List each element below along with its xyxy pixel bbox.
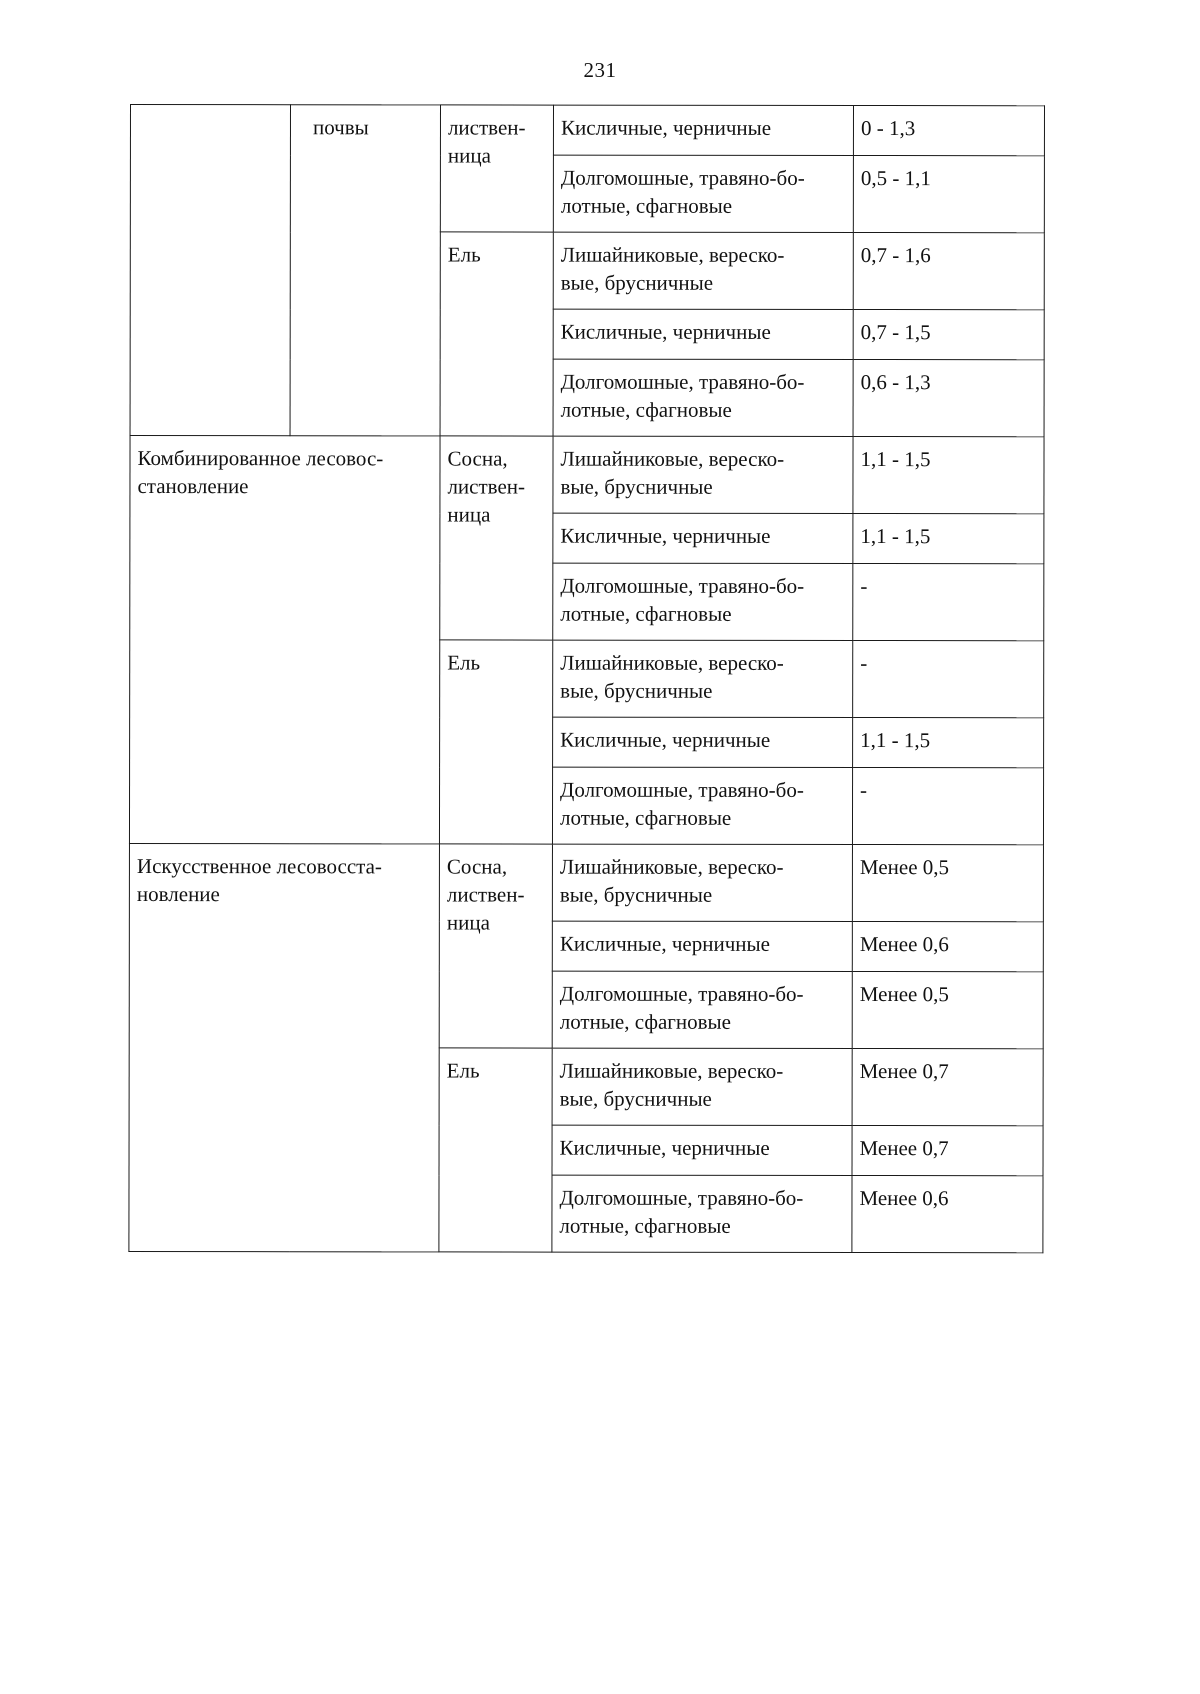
value-cell: 0,5 - 1,1 xyxy=(853,156,1044,233)
forest-type-cell: Лишайниковые, вереско- вые, брусничные xyxy=(553,436,853,513)
value-cell: 0,7 - 1,5 xyxy=(853,310,1044,360)
forest-type-cell: Долгомошные, травяно-бо- лотные, сфагновые xyxy=(552,767,852,844)
value-cell: 0,7 - 1,6 xyxy=(853,233,1044,310)
species-cell: листвен- ница xyxy=(440,105,553,232)
species-cell: Ель xyxy=(439,640,552,844)
forest-regeneration-table xyxy=(128,104,1045,1253)
table-row xyxy=(130,105,1044,156)
value-cell: 1,1 - 1,5 xyxy=(853,437,1044,514)
table-row xyxy=(129,844,1043,922)
value-cell: 1,1 - 1,5 xyxy=(853,514,1044,564)
forest-type-cell: Лишайниковые, вереско- вые, брусничные xyxy=(553,232,853,309)
value-cell: Менее 0,5 xyxy=(852,845,1043,922)
method-cell-empty xyxy=(130,105,290,436)
value-cell: - xyxy=(852,768,1043,845)
forest-type-cell: Лишайниковые, вереско- вые, брусничные xyxy=(552,1048,852,1125)
value-cell: Менее 0,6 xyxy=(852,1176,1043,1253)
forest-type-cell: Долгомошные, травяно-бо- лотные, сфагновые xyxy=(553,359,853,436)
species-cell: Сосна, листвен- ница xyxy=(440,436,553,640)
forest-type-cell: Кисличные, черничные xyxy=(552,1125,852,1175)
forest-type-cell: Кисличные, черничные xyxy=(553,717,853,767)
value-cell: Менее 0,7 xyxy=(852,1126,1043,1176)
forest-type-cell: Долгомошные, травяно-бо- лотные, сфагновые xyxy=(552,1175,852,1252)
table-row xyxy=(130,436,1044,514)
value-cell: 0,6 - 1,3 xyxy=(853,360,1044,437)
value-cell: 0 - 1,3 xyxy=(853,106,1044,156)
species-cell: Ель xyxy=(440,232,553,436)
forest-type-cell: Кисличные, черничные xyxy=(553,309,853,359)
forest-type-cell: Кисличные, черничные xyxy=(553,513,853,563)
value-cell: Менее 0,7 xyxy=(852,1049,1043,1126)
species-cell: Ель xyxy=(439,1048,552,1252)
forest-type-cell: Кисличные, черничные xyxy=(553,105,853,155)
forest-type-cell: Лишайниковые, вереско- вые, брусничные xyxy=(553,640,853,717)
method-cell: Комбинированное лесовос- становление xyxy=(129,436,440,844)
forest-type-cell: Лишайниковые, вереско- вые, брусничные xyxy=(552,844,852,921)
value-cell: Менее 0,6 xyxy=(852,922,1043,972)
value-cell: 1,1 - 1,5 xyxy=(853,718,1044,768)
forest-type-cell: Долгомошные, травяно-бо- лотные, сфагновые xyxy=(553,155,853,232)
value-cell: - xyxy=(853,641,1044,718)
value-cell: - xyxy=(853,564,1044,641)
value-cell: Менее 0,5 xyxy=(852,972,1043,1049)
forest-type-cell: Долгомошные, травяно-бо- лотные, сфагновые xyxy=(553,563,853,640)
soil-cell: почвы xyxy=(290,105,440,436)
method-cell: Искусственное лесовосста- новление xyxy=(129,844,440,1252)
page-number: 231 xyxy=(583,58,617,82)
forest-type-cell: Кисличные, черничные xyxy=(552,921,852,971)
forest-type-cell: Долгомошные, травяно-бо- лотные, сфагновые xyxy=(552,971,852,1048)
species-cell: Сосна, листвен- ница xyxy=(439,844,552,1048)
